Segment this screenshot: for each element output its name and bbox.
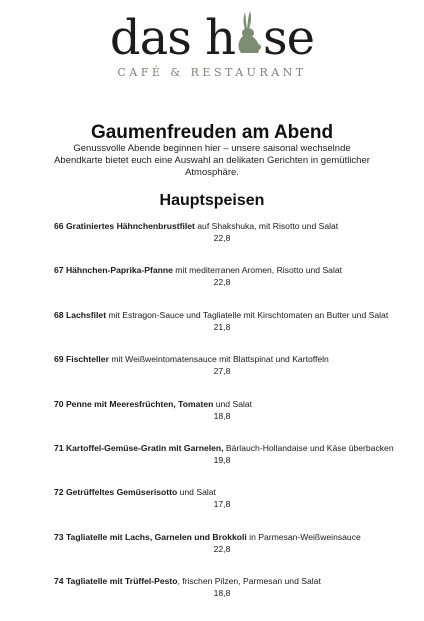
dish-item bbox=[54, 354, 414, 398]
dish-price: 22,8 bbox=[213, 543, 231, 554]
intro-title: Gaumenfreuden am Abend bbox=[90, 122, 334, 143]
dish-price: 22,8 bbox=[213, 233, 231, 243]
dish-name: 72 Getrüffeltes Gemüserisotto bbox=[54, 487, 178, 498]
dish-name: 71 Kartoffel-Gemüse-Gratin mit Garnelen, bbox=[54, 442, 224, 453]
dish-name: 74 Tagliatelle mit Trüffel-Pesto bbox=[54, 576, 178, 587]
intro-text: Genussvolle Abende beginnen hier – unsere saisonal wechselnde Abendkarte bietet euch eine Auswahl an delikaten Gerichten in gemütlicher Atmosphäre. bbox=[54, 143, 370, 178]
dish-price: 22,8 bbox=[213, 277, 231, 288]
dish-item bbox=[54, 265, 414, 309]
logo-word-left: das h bbox=[109, 10, 236, 66]
dish-item bbox=[54, 399, 414, 443]
logo-wordmark bbox=[0, 8, 424, 66]
dish-price: 18,8 bbox=[213, 410, 231, 421]
section-title: Hauptspeisen bbox=[159, 192, 265, 209]
dish-name: 69 Fischteller bbox=[54, 354, 109, 365]
dish-price: 19,8 bbox=[213, 454, 231, 465]
logo-subtitle: CAFÉ & RESTAURANT bbox=[117, 66, 307, 79]
dish-list bbox=[54, 221, 414, 621]
dish-name: 73 Tagliatelle mit Lachs, Garnelen und Brokkoli bbox=[54, 531, 247, 542]
dish-item bbox=[54, 310, 414, 354]
dish-description: und Salat bbox=[213, 398, 253, 409]
logo-word-right: se bbox=[263, 10, 315, 66]
dish-item bbox=[54, 532, 414, 576]
dish-description: , frischen Pilzen, Parmesan und Salat bbox=[177, 576, 321, 587]
dish-description: auf Shakshuka, mit Risotto und Salat bbox=[194, 221, 339, 231]
dish-price: 21,8 bbox=[213, 321, 231, 332]
dish-item bbox=[54, 221, 414, 265]
dish-description: mit mediterranen Aromen, Risotto und Salat bbox=[172, 265, 343, 276]
dish-name: 66 Gratiniertes Hähnchenbrustfilet bbox=[54, 221, 195, 231]
dish-item bbox=[54, 576, 414, 620]
dish-name: 67 Hähnchen-Paprika-Pfanne bbox=[54, 265, 173, 276]
dish-price: 17,8 bbox=[213, 499, 231, 510]
dish-description: mit Weißweintomatensauce mit Blattspinat und Kartoffeln bbox=[108, 354, 329, 365]
dish-description: in Parmesan-Weißweinsauce bbox=[246, 531, 361, 542]
dish-price: 27,8 bbox=[213, 366, 231, 377]
dish-description: Bärlauch-Hollandaise und Käse überbacken bbox=[223, 442, 394, 453]
dish-item bbox=[54, 487, 414, 531]
dish-price: 18,8 bbox=[213, 588, 231, 599]
dish-description: mit Estragon-Sauce und Tagliatelle mit Kirschtomaten an Butter und Salat bbox=[106, 309, 389, 320]
dish-item bbox=[54, 443, 414, 487]
restaurant-logo bbox=[0, 6, 424, 82]
hare-icon bbox=[236, 8, 262, 54]
dish-name: 70 Penne mit Meeresfrüchten, Tomaten bbox=[54, 398, 214, 409]
dish-description: und Salat bbox=[177, 487, 216, 498]
dish-name: 68 Lachsfilet bbox=[54, 309, 107, 320]
